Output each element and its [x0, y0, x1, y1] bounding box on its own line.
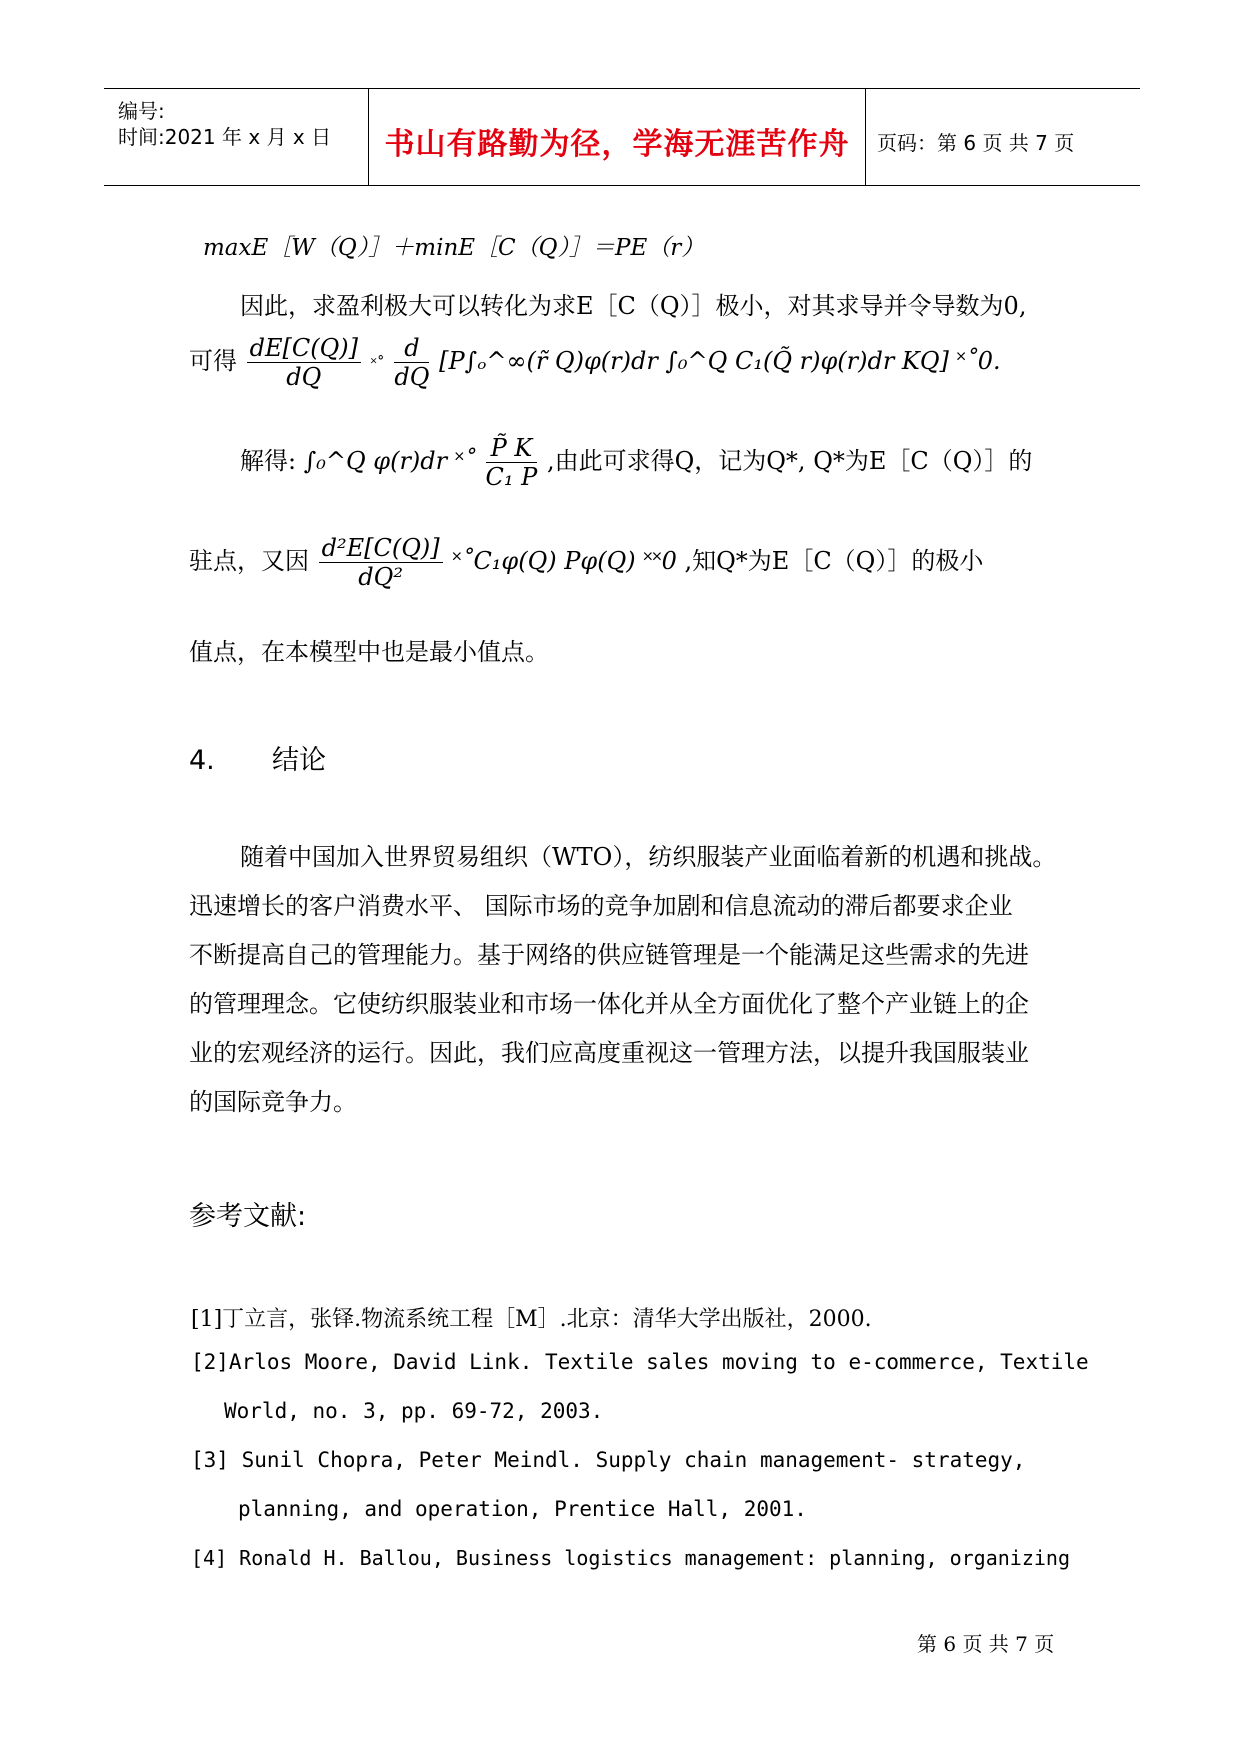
- eq3-integral: ∫₀^Q φ(r)dr ˟˚: [303, 447, 476, 475]
- eq4-numerator: d²E[C(Q)]: [319, 536, 443, 563]
- reference-item: [2]Arlos Moore, David Link. Textile sales moving to e-commerce, Textile: [191, 1350, 1089, 1374]
- equation-derivative: [189, 336, 1001, 389]
- paragraph-line: 业的宏观经济的运行。因此，我们应高度重视这一管理方法，以提升我国服装业: [189, 1039, 1029, 1067]
- eq4-denominator: dQ²: [358, 563, 403, 591]
- equation-second-derivative: [189, 536, 983, 589]
- eq3-denominator: C₁ P: [485, 463, 538, 491]
- header-motto-cell: [368, 89, 866, 185]
- paragraph-line: 随着中国加入世界贸易组织（WTO），纺织服装产业面临着新的机遇和挑战。: [240, 843, 1057, 871]
- eq4-prefix: 驻点，又因: [189, 547, 309, 575]
- header-meta-cell: [104, 89, 368, 185]
- eq2-fraction-2: [394, 336, 429, 389]
- reference-item: [1]丁立言，张铎.物流系统工程［M］.北京：清华大学出版社，2000.: [191, 1307, 872, 1332]
- eq2-denominator: dQ: [286, 363, 322, 391]
- eq2-numerator: dE[C(Q)]: [247, 336, 361, 363]
- reference-item: [4] Ronald H. Ballou, Business logistics management: planning, organizing: [191, 1546, 1070, 1570]
- eq2-denominator-2: dQ: [394, 363, 430, 391]
- header-page-label: 页码：第 6 页 共 7 页: [877, 131, 1075, 155]
- eq4-suffix: ,知Q*为E［C（Q）］的极小: [684, 547, 984, 575]
- eq2-body: [P∫ₒ^∞(r̃ Q)φ(r)dr ∫₀^Q C₁(Q̃ r)φ(r)dr KQ] ˟˚0.: [439, 347, 1001, 375]
- eq4-fraction: [319, 536, 443, 589]
- section-number: 4.: [189, 745, 215, 776]
- paragraph-line: 的管理理念。它使纺织服装业和市场一体化并从全方面优化了整个产业链上的企: [189, 990, 1029, 1018]
- eq3-suffix: ,由此可求得Q，记为Q*, Q*为E［C（Q）］的: [546, 447, 1033, 475]
- references-title: 参考文献:: [189, 1201, 307, 1232]
- equation-max-min: maxE［W（Q）］＋minE［C（Q）］＝PE（r）: [203, 235, 705, 261]
- header-page-cell: [865, 89, 1140, 185]
- page-footer: 第 6 页 共 7 页: [917, 1632, 1055, 1656]
- text-therefore: 因此，求盈利极大可以转化为求E［C（Q）］极小，对其求导并令导数为0,: [240, 292, 1027, 320]
- reference-item: [3] Sunil Chopra, Peter Meindl. Supply chain management- strategy,: [191, 1448, 1026, 1472]
- eq3-prefix: 解得:: [240, 447, 297, 475]
- reference-item-continued: World, no. 3, pp. 69-72, 2003.: [224, 1399, 604, 1423]
- section-title: 结论: [271, 745, 326, 776]
- eq3-numerator: P̃ K: [486, 436, 538, 463]
- paragraph-line: 的国际竞争力。: [189, 1088, 357, 1116]
- paragraph-line: 不断提高自己的管理能力。基于网络的供应链管理是一个能满足这些需求的先进: [189, 941, 1029, 969]
- page-header: [104, 88, 1140, 186]
- eq3-fraction: [486, 436, 538, 489]
- equation-solution: [240, 436, 1032, 489]
- doc-time-label: 时间:2021 年 x 月 x 日: [118, 125, 332, 149]
- doc-number-label: 编号:: [118, 99, 165, 123]
- text-min-point: 值点，在本模型中也是最小值点。: [189, 638, 549, 666]
- conclusion-paragraph: [189, 833, 1069, 1127]
- reference-item-continued: planning, and operation, Prentice Hall, 2001.: [238, 1497, 807, 1521]
- eq2-fraction: [247, 336, 361, 389]
- eq2-prefix: 可得: [189, 347, 237, 375]
- eq2-numerator-2: d: [394, 336, 429, 363]
- paragraph-line: 迅速增长的客户消费水平、 国际市场的竞争加剧和信息流动的滞后都要求企业: [189, 892, 1013, 920]
- section-heading: [189, 738, 326, 777]
- eq4-body: ˟˚C₁φ(Q) Pφ(Q) ˟˟0: [452, 547, 677, 575]
- header-motto: 书山有路勤为径，学海无涯苦作舟: [384, 127, 850, 162]
- eq2-operator: ˟˚: [370, 354, 385, 373]
